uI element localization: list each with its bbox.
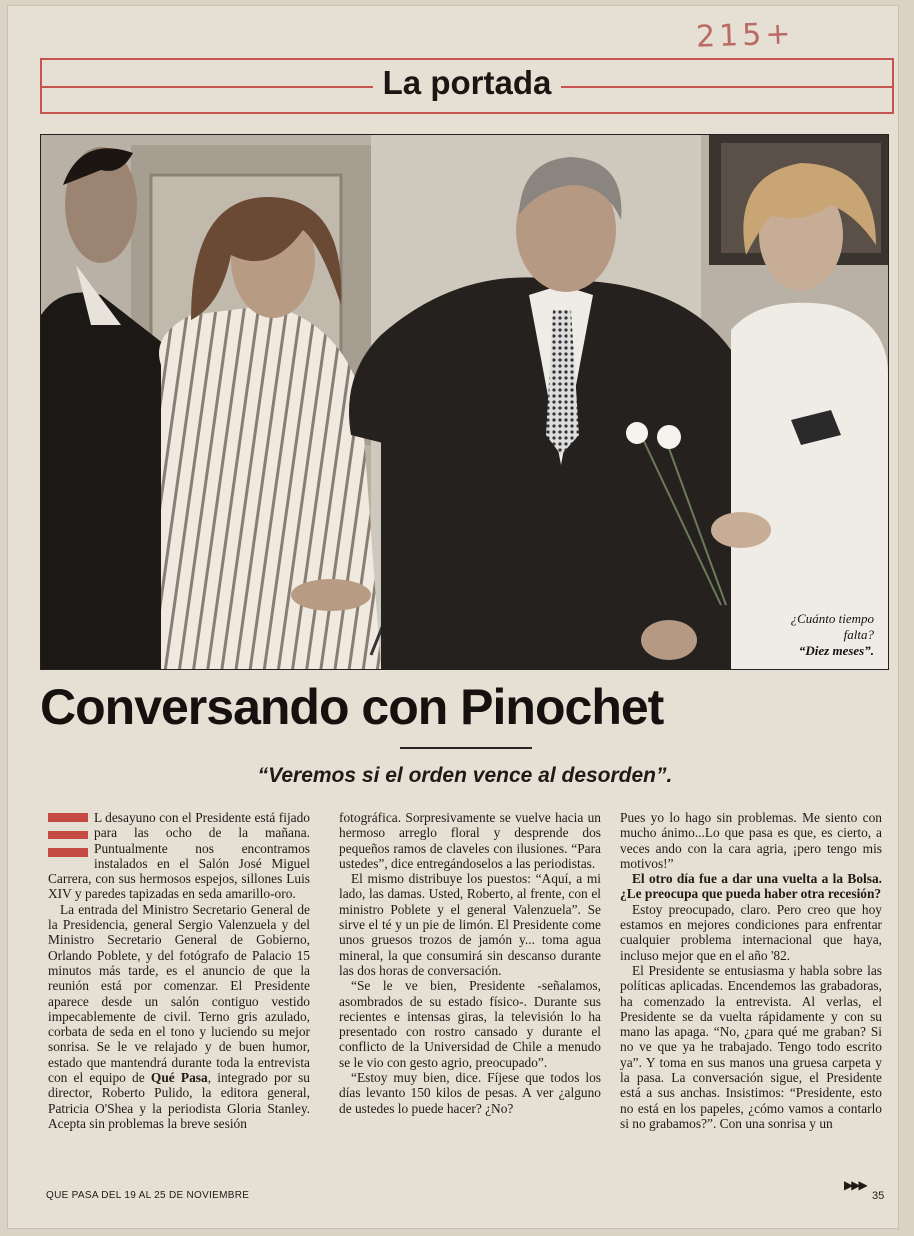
photo-illustration <box>41 135 888 669</box>
page-number: 35 <box>872 1190 885 1202</box>
paragraph: El Presidente se entusiasma y habla sobre las políticas aplicadas. Encendemos las grabadoras, ha comenzado la entrevista. Al verlas, el Presidente se da vuelta rápidamente y con su mano las apaga. “No, ¿para qué me graban? Si no ve que ya he trabajado. Tengo todo escrito ya”. Y toma en sus manos una gruesa carpeta y la pasa. La conversación sigue, el Presidente está a sus anchas. Insistimos: “Presidente, esto no está en los papeles, ¿cómo vamos a contarlo si no grabamos?”. Con una sonrisa y un <box>620 962 882 1131</box>
article-column-2 <box>339 810 601 1116</box>
article-column-3 <box>620 810 882 1131</box>
paragraph: Pues yo lo hago sin problemas. Me siento con mucho ánimo...Lo que pasa es que, es cierto, a veces ando con la cara agria, ¡pero tengo mis motivos!” <box>620 810 882 871</box>
newspaper-page <box>8 6 898 1228</box>
paragraph: “Estoy muy bien, dice. Fíjese que todos los días levanto 150 kilos de pesas. A ver ¿alguno de ustedes lo puede hacer? ¿No? <box>339 1070 601 1116</box>
caption-answer: “Diez meses”. <box>798 643 874 658</box>
section-title <box>42 64 892 102</box>
caption-line-2: falta? <box>843 627 874 642</box>
article-headline: Conversando con Pinochet <box>40 679 664 735</box>
section-title-text: La portada <box>373 64 562 101</box>
headline-rule <box>400 747 532 749</box>
issue-footer: QUE PASA DEL 19 AL 25 DE NOVIEMBRE <box>46 1190 250 1201</box>
photo-caption <box>791 611 874 659</box>
paragraph: L desayuno con el Presidente está fijado para las ocho de la mañana. Puntualmente nos encontramos instalados en el Salón José Miguel Carrera, con sus hermosos espejos, sillones Luis XIV y paredes tapizadas en seda amarillo-oro. <box>48 810 310 902</box>
paragraph: fotográfica. Sorpresivamente se vuelve hacia un hermoso arreglo floral y desprende dos pequeños ramos de claveles con ilusiones. “Para ustedes”, dice entregándoselos a las periodistas. <box>339 810 601 871</box>
caption-line-3 <box>791 643 874 659</box>
paragraph: Estoy preocupado, claro. Pero creo que hoy estamos en mejores condiciones para enfrentar cualquier problema internacional que haya, incluso mejor que en el año '82. <box>620 901 882 963</box>
dropcap-e <box>48 813 88 857</box>
paragraph: “Se le ve bien, Presidente -señalamos, asombrados de su estado físico-. Durante sus recientes e intensas giras, la televisión lo ha presentado con rostro cansado y durante el conflicto de la Universidad de Chile a menudo se le vio con gesto agrio, preocupado”. <box>339 978 601 1070</box>
caption-line-1: ¿Cuánto tiempo <box>790 611 874 626</box>
continue-arrows-icon: ▶▶▶ <box>844 1178 866 1192</box>
article-subhead: “Veremos si el orden vence al desorden”. <box>257 764 673 787</box>
handwritten-note: 215+ <box>695 16 795 55</box>
article-column-1 <box>48 810 310 1131</box>
section-header <box>40 58 894 114</box>
paragraph-text: , integrado por su director, Roberto Pulido, la editora general, Patricia O'Shea y la periodista Gloria Stanley. Acepta sin problemas la breve sesión <box>48 1070 310 1131</box>
cover-photo <box>40 134 889 670</box>
paragraph-text: La entrada del Ministro Secretario General de la Presidencia, general Sergio Valenzuela y del Ministro Secretario General de Gobierno, Orlando Poblete, y del fotógrafo de Palacio 15 minutos más tarde, es el anuncio de que la reunión está por comenzar. El Presidente aparece desde un salón contiguo vestido impecablemente de civil. Terno gris azulado, corbata de seda en el tono y luciendo su mejor sonrisa. Se le ve relajado y de buen humor, estado que mantendrá durante toda la entrevista con el equipo de <box>48 901 310 1086</box>
paragraph <box>48 902 310 1131</box>
paragraph: El mismo distribuye los puestos: “Aquí, a mi lado, las damas. Usted, Roberto, al frente, con el ministro Poblete y el general Valenzuela”. Se sirve el té y un pie de limón. El Presidente come unos gruesos trozos de jamón y... toma agua mineral, la que consumirá sin descanso durante las dos horas de conversación. <box>339 871 601 978</box>
magazine-name: Qué Pasa <box>150 1070 208 1086</box>
interview-question: El otro día fue a dar una vuelta a la Bolsa. ¿Le preocupa que pueda haber otra recesión? <box>620 871 882 902</box>
